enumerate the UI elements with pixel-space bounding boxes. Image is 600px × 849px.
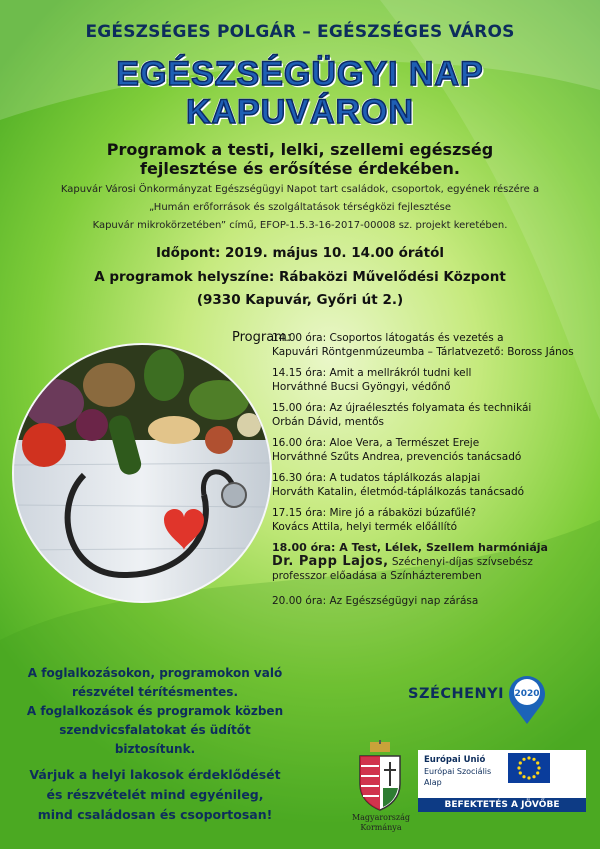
eu-flag-icon — [508, 753, 550, 783]
szechenyi-text: SZÉCHENYI — [408, 686, 505, 702]
intro-line1: Kapuvár Városi Önkormányzat Egészségügyi Napot tart családok, csoportok, egyének részére a — [60, 184, 540, 195]
poster-title-line1: EGÉSZSÉGÜGYI NAP — [116, 55, 484, 93]
szechenyi-2020-logo — [408, 672, 588, 732]
program-item-speaker: Horváthné Szűts Andrea, prevenciós tanácsadó — [272, 451, 522, 463]
program-item — [272, 506, 592, 534]
intro-line2: „Humán erőforrások és szolgáltatások térségközi fejlesztése — [148, 202, 452, 213]
note-line: mind családosan és csoportosan! — [37, 807, 273, 822]
keynote-title: 18.00 óra: A Test, Lélek, Szellem harmóniája — [272, 541, 548, 554]
note-line: A foglalkozások és programok közben — [26, 704, 284, 718]
free-participation-note — [20, 664, 290, 759]
intro-line3: Kapuvár mikrokörzetében” című, EFOP-1.5.3-16-2017-00008 sz. projekt keretében. — [92, 220, 508, 231]
program-item — [272, 471, 592, 499]
event-venue: A programok helyszíne: Rábaközi Művelődési Központ — [94, 269, 506, 285]
program-item — [272, 331, 592, 359]
eu-logo-box — [418, 750, 586, 798]
program-item-speaker: Kapuvári Röntgenmúzeumba – Tárlatvezető: Boross János — [272, 346, 574, 358]
keynote-description: professzor előadása a Színházteremben — [272, 570, 482, 582]
program-item-title: 16.30 óra: A tudatos táplálkozás alapjai — [272, 472, 481, 484]
program-label: Program: — [232, 330, 292, 345]
program-item-speaker: Orbán Dávid, mentős — [272, 416, 385, 428]
keynote-speaker-name: Dr. Papp Lajos, — [272, 554, 389, 569]
eu-line1: Európai Unió — [424, 755, 486, 765]
program-item-title: 16.00 óra: Aloe Vera, a Természet Ereje — [272, 437, 480, 449]
closing-item: 20.00 óra: Az Egészségügyi nap zárása — [272, 595, 479, 607]
program-item-speaker: Horváthné Bucsi Gyöngyi, védőnő — [272, 381, 451, 393]
poster-title-line2: KAPUVÁRON — [185, 93, 415, 131]
note-line: részvétel térítésmentes. — [72, 685, 238, 699]
subtitle-line2: fejlesztése és erősítése érdekében. — [140, 159, 460, 178]
program-item-title: 14.15 óra: Amit a mellrákról tudni kell — [272, 367, 472, 379]
poster-kicker: EGÉSZSÉGES POLGÁR – EGÉSZSÉGES VÁROS — [85, 22, 515, 42]
program-item — [272, 366, 592, 394]
map-pin-icon — [506, 672, 548, 726]
gov-line2: Kormánya — [360, 823, 402, 832]
invitation-note — [20, 765, 290, 825]
eu-line2: Európai Szociális — [424, 767, 492, 776]
vegetables-stethoscope-photo — [12, 343, 272, 603]
befektetes-banner: BEFEKTETÉS A JÖVŐBE — [418, 798, 586, 812]
program-item-title: 15.00 óra: Az újraélesztés folyamata és technikái — [272, 402, 532, 414]
eu-line3: Alap — [424, 778, 442, 787]
note-line: A foglalkozásokon, programokon való — [27, 666, 283, 680]
szechenyi-year: 2020 — [514, 689, 540, 699]
government-label — [334, 813, 428, 833]
keynote-item — [272, 541, 592, 583]
gov-line1: Magyarország — [351, 813, 411, 822]
program-item — [272, 401, 592, 429]
poster-subtitle — [0, 140, 600, 178]
note-line: szendvicsfalatokat és üdítőt biztosítunk. — [59, 723, 251, 756]
event-address: (9330 Kapuvár, Győri út 2.) — [196, 292, 404, 308]
coat-of-arms-icon — [352, 740, 408, 812]
note-line: Várjuk a helyi lakosok érdeklődését — [29, 767, 281, 782]
event-time: Időpont: 2019. május 10. 14.00 órától — [155, 245, 445, 261]
note-line: és részvételét mind egyénileg, — [46, 787, 264, 802]
program-item-title: 14.00 óra: Csoportos látogatás és vezetés a — [272, 332, 504, 344]
program-item-speaker: Kovács Attila, helyi termék előállító — [272, 521, 458, 533]
program-list — [272, 331, 592, 607]
keynote-speaker-title: Széchenyi-díjas szívsebész — [388, 556, 533, 568]
keynote-speaker-line — [272, 555, 592, 569]
program-item-speaker: Horváth Katalin, életmód-táplálkozás tanácsadó — [272, 486, 525, 498]
program-item — [272, 436, 592, 464]
program-item-title: 17.15 óra: Mire jó a rábaközi búzafűlé? — [272, 507, 477, 519]
subtitle-line1: Programok a testi, lelki, szellemi egészség — [106, 140, 494, 159]
eu-text — [424, 755, 491, 788]
